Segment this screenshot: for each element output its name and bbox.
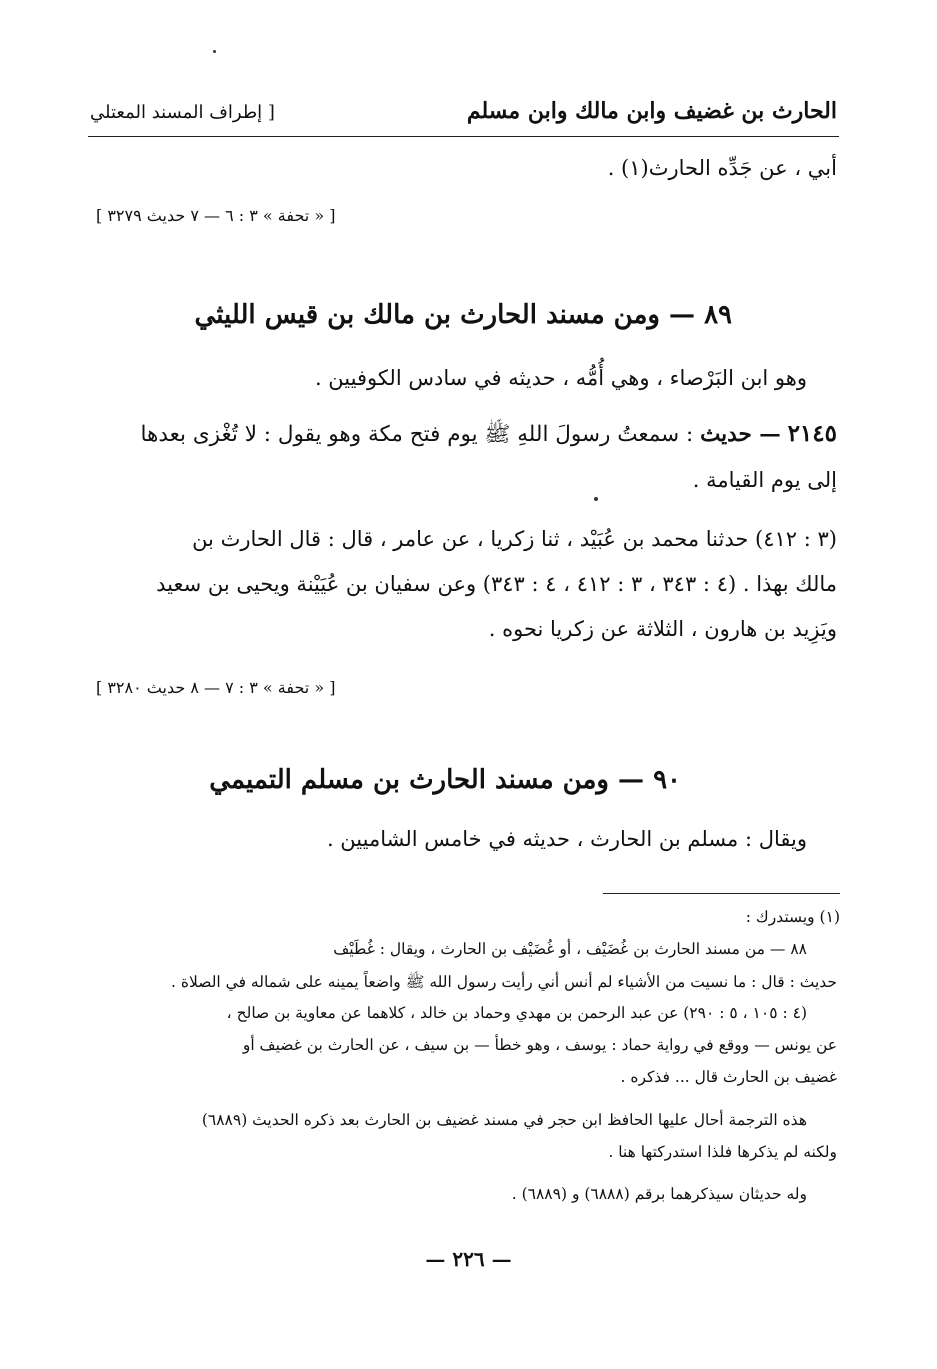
hadith-text: : سمعتُ رسولَ اللهِ ﷺ يوم فتح مكة وهو يقول : لا تُغْزى بعدها [140,422,694,447]
section-title: — ومن مسند الحارث بن مالك بن قيس الليثي [194,300,695,330]
footnote-line: (٤ : ١٠٥ ، ٥ : ٢٩٠) عن عبد الرحمن بن مهدي وحماد بن خالد ، كلاهما عن معاوية بن صالح ، [226,1004,807,1022]
footnote-line: ٨٨ — من مسند الحارث بن غُضَيْف ، أو غُضَيْف بن الحارث ، ويقال : غُطَيْف [333,940,807,958]
footnote-line: حديث : قال : ما نسيت من الأشياء لم أنس أني رأيت رسول الله ﷺ واضعاً يمينه على شماله في الصلاة . [171,973,837,991]
header-rule [88,136,839,137]
footnote-line: غضيف بن الحارث قال ... فذكره . [620,1068,837,1086]
footnote-1-marker: (١) ويستدرك : [745,908,840,926]
continuation-line: أبي ، عن جَدِّه الحارث(١) . [607,156,837,180]
footnote-line: ولكنه لم يذكرها فلذا استدركتها هنا . [608,1143,837,1161]
footnote-rule [603,893,840,894]
ink-speck [213,50,216,53]
footnote-line: عن يونس — ووقع في رواية حماد : يوسف ، وهو خطأ — بن سيف ، عن الحارث بن غضيف أو [242,1036,837,1054]
section-intro-90: ويقال : مسلم بن الحارث ، حديثه في خامس الشاميين . [326,827,807,851]
hadith-number: ٢١٤٥ [787,420,837,447]
hadith-2145-line2: إلى يوم القيامة . [692,468,837,492]
section-heading-90 [209,765,681,795]
section-heading-89 [195,300,732,330]
running-head-title: الحارث بن غضيف وابن مالك وابن مسلم [466,98,837,124]
hadith-2145-line1 [140,420,837,452]
page-number: — ٢٢٦ — [425,1247,512,1271]
tuhfa-reference-1: [ « تحفة » ٣ : ٦ — ٧ حديث ٣٢٧٩ ] [96,206,336,225]
running-head-book: [ إطراف المسند المعتلي [90,102,275,123]
section-number: ٨٩ [704,300,732,330]
isnad-line-1: (٣ : ٤١٢) حدثنا محمد بن عُبَيْد ، ثنا زكريا ، عن عامر ، قال : قال الحارث بن [192,527,837,551]
section-title: — ومن مسند الحارث بن مسلم التميمي [209,765,644,795]
section-intro-89: وهو ابن البَرْصاء ، وهي أُمُّه ، حديثه في سادس الكوفيين . [314,366,807,390]
isnad-line-2: مالك بهذا . (٤ : ٣٤٣ ، ٣ : ٤١٢ ، ٤ : ٣٤٣) وعن سفيان بن عُيَيْنة ويحيى بن سعيد [156,572,837,596]
footnote-line: هذه الترجمة أحال عليها الحافظ ابن حجر في مسند غضيف بن الحارث بعد ذكره الحديث (٦٨٨٩) [201,1111,807,1129]
ink-speck [594,497,598,501]
footnote-line: وله حديثان سيذكرهما برقم (٦٨٨٨) و (٦٨٨٩) . [511,1185,807,1203]
tuhfa-reference-2: [ « تحفة » ٣ : ٧ — ٨ حديث ٣٢٨٠ ] [96,678,336,697]
section-number: ٩٠ [653,765,681,795]
isnad-line-3: ويَزِيد بن هارون ، الثلاثة عن زكريا نحوه . [488,617,837,641]
hadith-label: — حديث [700,422,781,447]
